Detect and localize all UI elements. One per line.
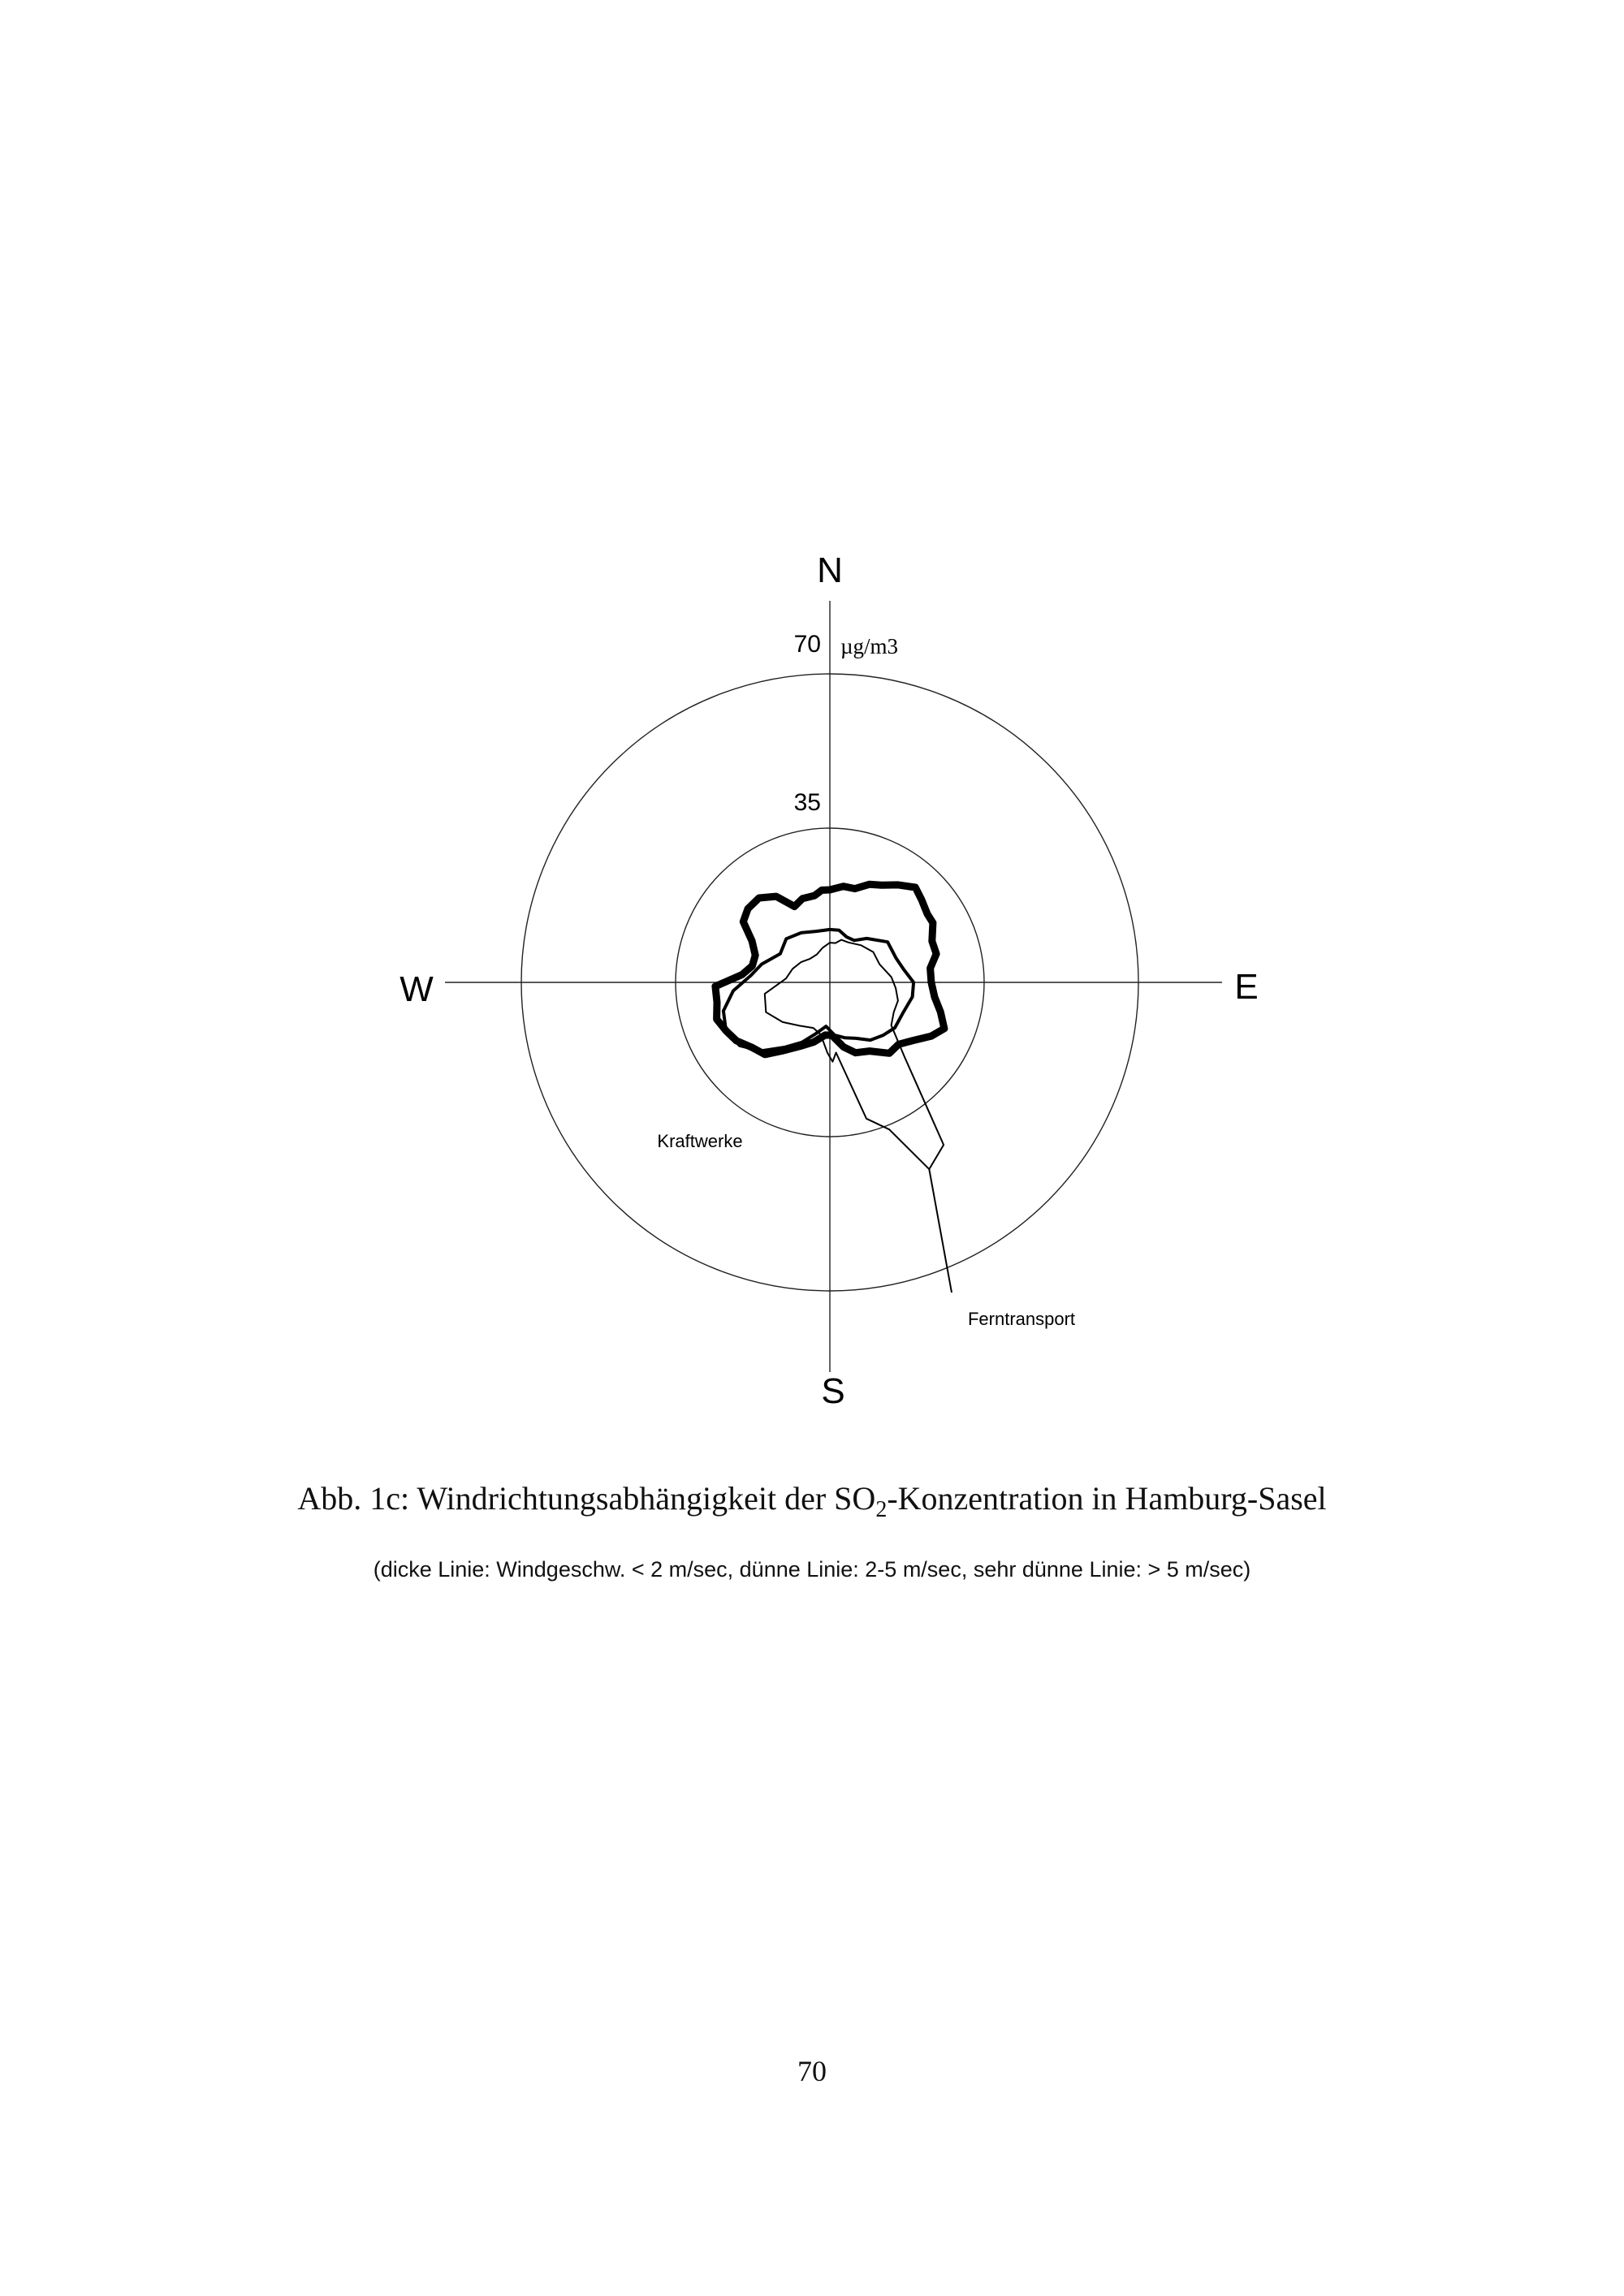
caption-prefix: Abb. 1c: Windrichtungsabhängigkeit der SO <box>297 1480 876 1517</box>
figure-subcaption: (dicke Linie: Windgeschw. < 2 m/sec, dünne Linie: 2-5 m/sec, sehr dünne Linie: > 5 m/sec) <box>373 1557 1251 1582</box>
chart-grid <box>445 601 1222 1372</box>
unit-label: µg/m3 <box>840 634 899 658</box>
annotation-ferntransport: Ferntransport <box>967 1309 1076 1329</box>
south-label: S <box>821 1371 845 1411</box>
annotation-kraftwerke: Kraftwerke <box>657 1131 743 1151</box>
leader-ferntransport <box>929 1169 952 1293</box>
ring-label-35: 35 <box>793 789 821 816</box>
page-number: 70 <box>797 2055 827 2087</box>
north-label: N <box>817 550 843 590</box>
caption-suffix: -Konzentration in Hamburg-Sasel <box>887 1480 1327 1517</box>
chart-series <box>715 884 952 1293</box>
east-label: E <box>1234 967 1259 1007</box>
west-label: W <box>400 969 434 1009</box>
chart-labels <box>400 550 1258 1411</box>
figure-caption <box>0 1479 1624 1523</box>
caption-subscript: 2 <box>875 1497 888 1522</box>
ring-label-70: 70 <box>793 631 821 658</box>
